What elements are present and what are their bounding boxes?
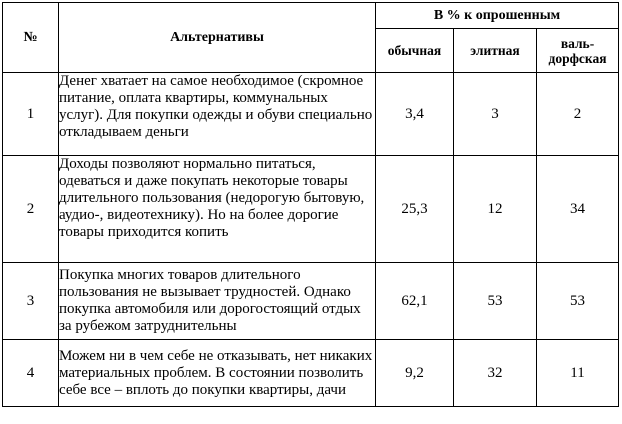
row-value-regular: 9,2	[376, 340, 454, 407]
row-alternative-text: Покупка многих товаров длительного пользования не вызывает трудностей. Однако покупка автомобиля или дорогостоящий отдых за рубежом затруднительны	[59, 263, 376, 340]
row-number: 3	[3, 263, 59, 340]
header-waldorf-school: валь-дорфская	[537, 29, 619, 73]
row-alternative-text: Можем ни в чем себе не отказывать, нет никаких материальных проблем. В состоянии позволить себе все – вплоть до покупки квартиры, дачи	[59, 340, 376, 407]
table-row	[3, 263, 619, 340]
row-value-regular: 62,1	[376, 263, 454, 340]
row-value-regular: 25,3	[376, 156, 454, 263]
survey-table	[2, 2, 619, 407]
row-alternative-text: Доходы позволяют нормально питаться, одеваться и даже покупать некоторые товары длительного пользования (недорогую бытовую, аудио-, видеотехнику). Но на более дорогие товары приходится копить	[59, 156, 376, 263]
row-number: 1	[3, 73, 59, 156]
row-value-elite: 32	[454, 340, 537, 407]
row-value-elite: 53	[454, 263, 537, 340]
header-elite-school: элитная	[454, 29, 537, 73]
header-group-percent: В % к опрошенным	[376, 3, 619, 29]
row-value-regular: 3,4	[376, 73, 454, 156]
row-value-waldorf: 2	[537, 73, 619, 156]
row-number: 4	[3, 340, 59, 407]
header-regular-school: обычная	[376, 29, 454, 73]
table-row	[3, 340, 619, 407]
header-number: №	[3, 3, 59, 73]
table-row	[3, 73, 619, 156]
row-value-waldorf: 53	[537, 263, 619, 340]
row-value-elite: 12	[454, 156, 537, 263]
row-number: 2	[3, 156, 59, 263]
table-row	[3, 156, 619, 263]
header-alternatives: Альтернативы	[59, 3, 376, 73]
row-value-elite: 3	[454, 73, 537, 156]
row-value-waldorf: 34	[537, 156, 619, 263]
row-alternative-text: Денег хватает на самое необходимое (скромное питание, оплата квартиры, коммунальных услуг). Для покупки одежды и обуви специально откладываем деньги	[59, 73, 376, 156]
row-value-waldorf: 11	[537, 340, 619, 407]
